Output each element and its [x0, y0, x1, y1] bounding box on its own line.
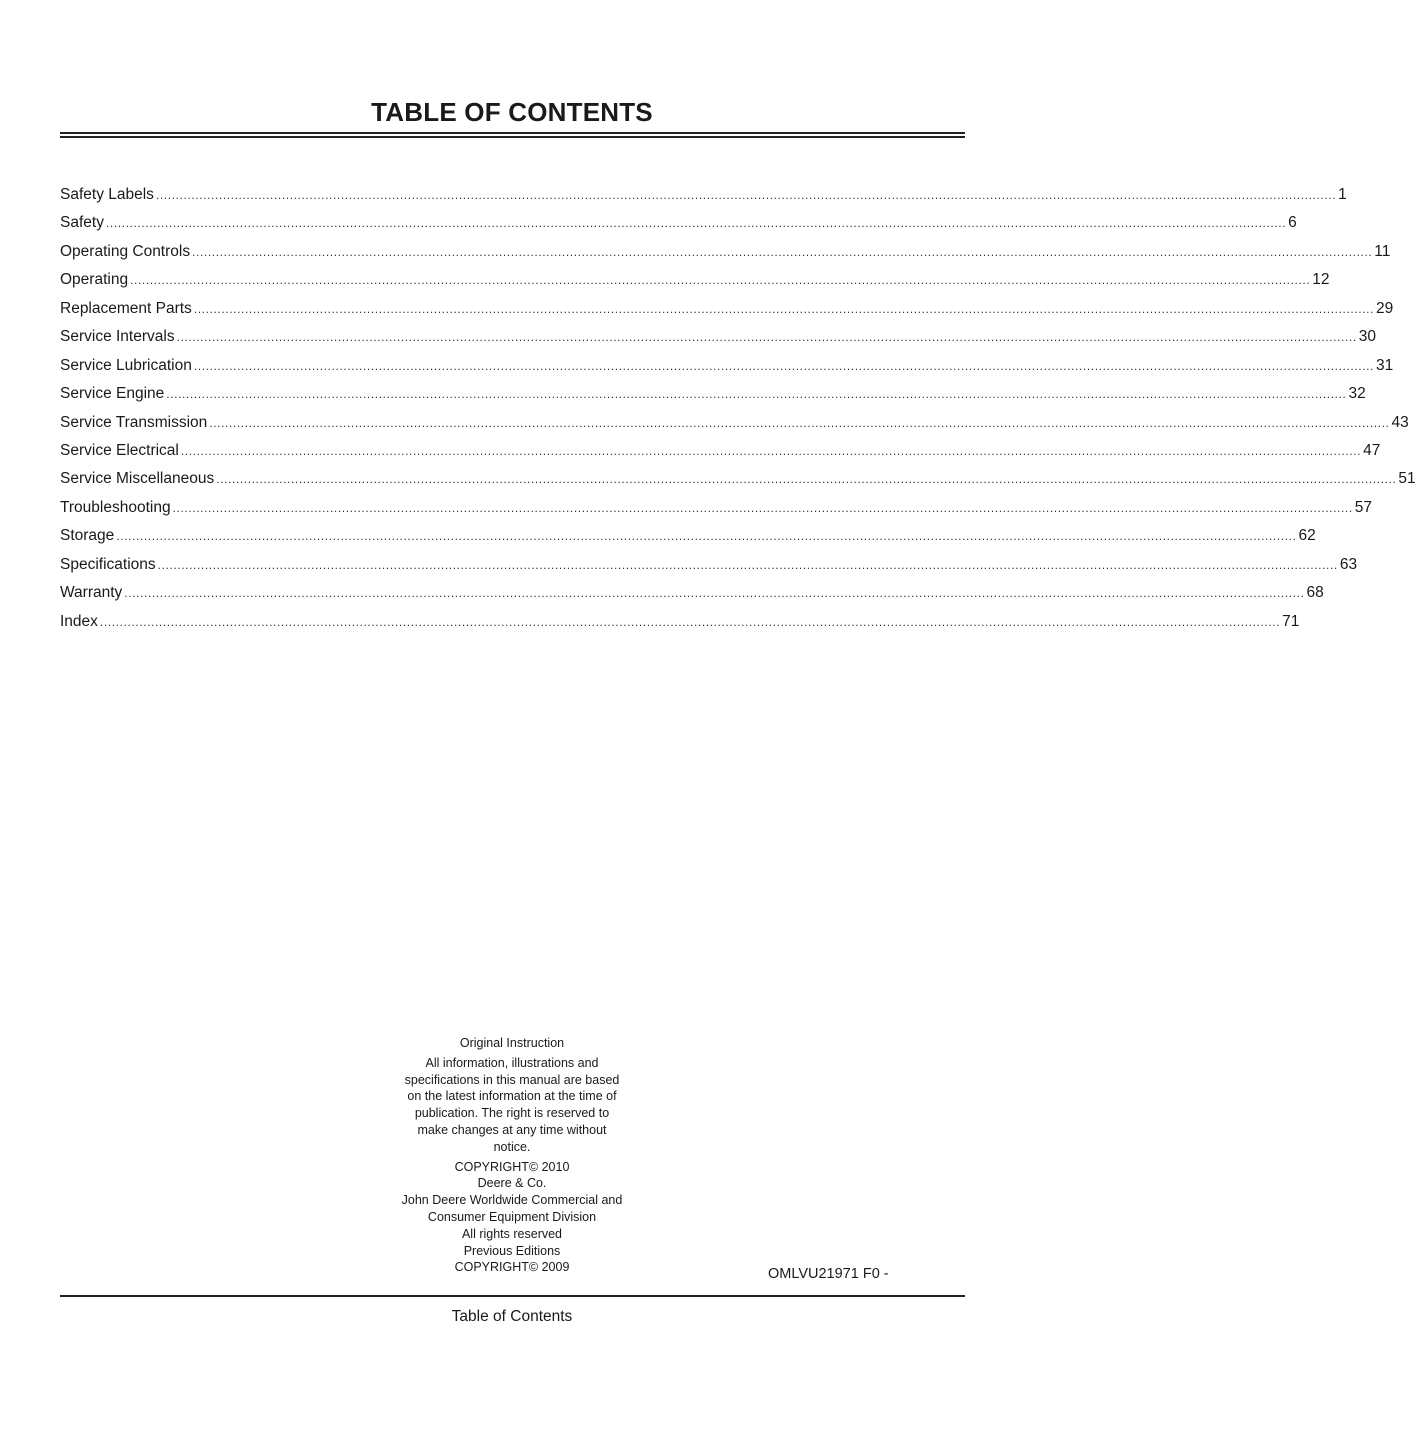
- toc-entry[interactable]: [60, 465, 1416, 493]
- notice-body-line: make changes at any time without: [417, 1122, 607, 1137]
- notice-copyright-line: Previous Editions: [463, 1243, 561, 1258]
- toc-dot-leader: ............................................................................................................................................................................................................................................................................................................: [193, 301, 1375, 316]
- toc-entry[interactable]: [60, 238, 1391, 266]
- notice-copyright-line: John Deere Worldwide Commercial and: [401, 1193, 623, 1208]
- toc-entry[interactable]: [60, 409, 1409, 437]
- toc-entry-label: Service Miscellaneous: [60, 470, 215, 488]
- toc-dot-leader: ............................................................................................................................................................................................................................................................................................................: [180, 443, 1362, 458]
- toc-entry[interactable]: [60, 579, 1324, 607]
- toc-entry-label: Warranty: [60, 584, 123, 602]
- toc-entry[interactable]: [60, 266, 1330, 294]
- toc-entry[interactable]: [60, 522, 1316, 550]
- toc-entry-page: 51: [1398, 470, 1416, 488]
- notice-body-line: notice.: [493, 1139, 531, 1154]
- toc-entry-label: Service Transmission: [60, 413, 208, 431]
- notice-body-line: specifications in this manual are based: [404, 1072, 620, 1087]
- toc-dot-leader: ............................................................................................................................................................................................................................................................................................................: [216, 472, 1397, 487]
- toc-entry-page: 43: [1391, 413, 1409, 431]
- toc-entry[interactable]: [60, 295, 1394, 323]
- notice-heading: Original Instruction: [459, 1036, 565, 1050]
- toc-entry[interactable]: [60, 323, 1377, 351]
- toc-entry[interactable]: [60, 494, 1373, 522]
- toc-entry-page: 57: [1354, 498, 1373, 516]
- notice-copyright: [380, 1159, 644, 1277]
- notice-copyright-line: COPYRIGHT© 2010: [454, 1159, 570, 1174]
- toc-dot-leader: ............................................................................................................................................................................................................................................................................................................: [176, 330, 1357, 345]
- toc-entry-label: Operating Controls: [60, 242, 191, 260]
- notice-body-line: All information, illustrations and: [425, 1055, 599, 1070]
- toc-entry-page: 71: [1282, 612, 1300, 630]
- notice-body-line: on the latest information at the time of: [407, 1089, 617, 1104]
- toc-entry-label: Service Lubrication: [60, 356, 192, 374]
- toc-entry-page: 12: [1312, 271, 1330, 289]
- toc-entry[interactable]: [60, 352, 1394, 380]
- toc-entry-label: Safety Labels: [60, 186, 154, 203]
- toc-dot-leader: ............................................................................................................................................................................................................................................................................................................: [192, 244, 1373, 259]
- toc-entry[interactable]: [60, 181, 1347, 209]
- toc-entry[interactable]: [60, 209, 1297, 237]
- footer-rule: [60, 1295, 965, 1297]
- notice-copyright-line: Consumer Equipment Division: [427, 1209, 597, 1224]
- notice-copyright-line: All rights reserved: [461, 1226, 563, 1241]
- toc-entry-page: 11: [1374, 242, 1391, 260]
- toc-entry-label: Service Engine: [60, 385, 165, 403]
- toc-dot-leader: ............................................................................................................................................................................................................................................................................................................: [172, 500, 1353, 515]
- toc-dot-leader: ............................................................................................................................................................................................................................................................................................................: [157, 557, 1338, 572]
- toc-dot-leader: ............................................................................................................................................................................................................................................................................................................: [130, 273, 1311, 288]
- toc-dot-leader: ............................................................................................................................................................................................................................................................................................................: [124, 586, 1305, 601]
- toc-dot-leader: ............................................................................................................................................................................................................................................................................................................: [116, 529, 1297, 544]
- toc-list: [60, 181, 1416, 636]
- toc-dot-leader: ............................................................................................................................................................................................................................................................................................................: [209, 415, 1390, 430]
- toc-dot-leader: ............................................................................................................................................................................................................................................................................................................: [166, 387, 1347, 402]
- title-double-rule: [60, 132, 965, 138]
- toc-dot-leader: ............................................................................................................................................................................................................................................................................................................: [155, 188, 1337, 202]
- toc-entry-label: Replacement Parts: [60, 299, 192, 317]
- page-title: TABLE OF CONTENTS: [371, 97, 653, 127]
- toc-entry-page: 68: [1306, 584, 1324, 602]
- toc-entry[interactable]: [60, 380, 1366, 408]
- toc-entry-page: 29: [1376, 299, 1394, 317]
- toc-entry-page: 31: [1376, 356, 1394, 374]
- toc-entry-label: Specifications: [60, 555, 156, 573]
- notice-body-line: publication. The right is reserved to: [414, 1106, 610, 1121]
- toc-dot-leader: ............................................................................................................................................................................................................................................................................................................: [99, 614, 1281, 629]
- notice-body: [380, 1055, 644, 1156]
- toc-entry-label: Service Electrical: [60, 441, 179, 459]
- notice-copyright-line: COPYRIGHT© 2009: [454, 1260, 570, 1275]
- toc-entry-label: Safety: [60, 214, 104, 232]
- toc-entry-page: 47: [1363, 441, 1381, 459]
- toc-entry-page: 6: [1288, 214, 1297, 232]
- toc-dot-leader: ............................................................................................................................................................................................................................................................................................................: [105, 216, 1287, 231]
- toc-entry-page: 32: [1348, 385, 1366, 403]
- toc-entry-label: Index: [60, 612, 98, 630]
- toc-entry-page: 63: [1339, 555, 1358, 573]
- notice-copyright-line: Deere & Co.: [477, 1176, 547, 1191]
- toc-entry-page: 30: [1358, 328, 1377, 346]
- toc-entry-page: 62: [1298, 527, 1316, 545]
- toc-entry[interactable]: [60, 551, 1358, 579]
- document-number: OMLVU21971 F0 -: [768, 1266, 889, 1282]
- copyright-notice: [380, 1035, 644, 1276]
- toc-entry-label: Service Intervals: [60, 328, 175, 346]
- toc-entry-label: Troubleshooting: [60, 498, 171, 516]
- toc-entry-label: Operating: [60, 271, 129, 289]
- toc-entry[interactable]: [60, 437, 1381, 465]
- page-footer: Table of Contents: [451, 1308, 573, 1325]
- toc-entry-page: 1: [1338, 186, 1347, 203]
- toc-entry-label: Storage: [60, 527, 115, 545]
- toc-entry[interactable]: [60, 608, 1300, 636]
- toc-dot-leader: ............................................................................................................................................................................................................................................................................................................: [193, 358, 1375, 373]
